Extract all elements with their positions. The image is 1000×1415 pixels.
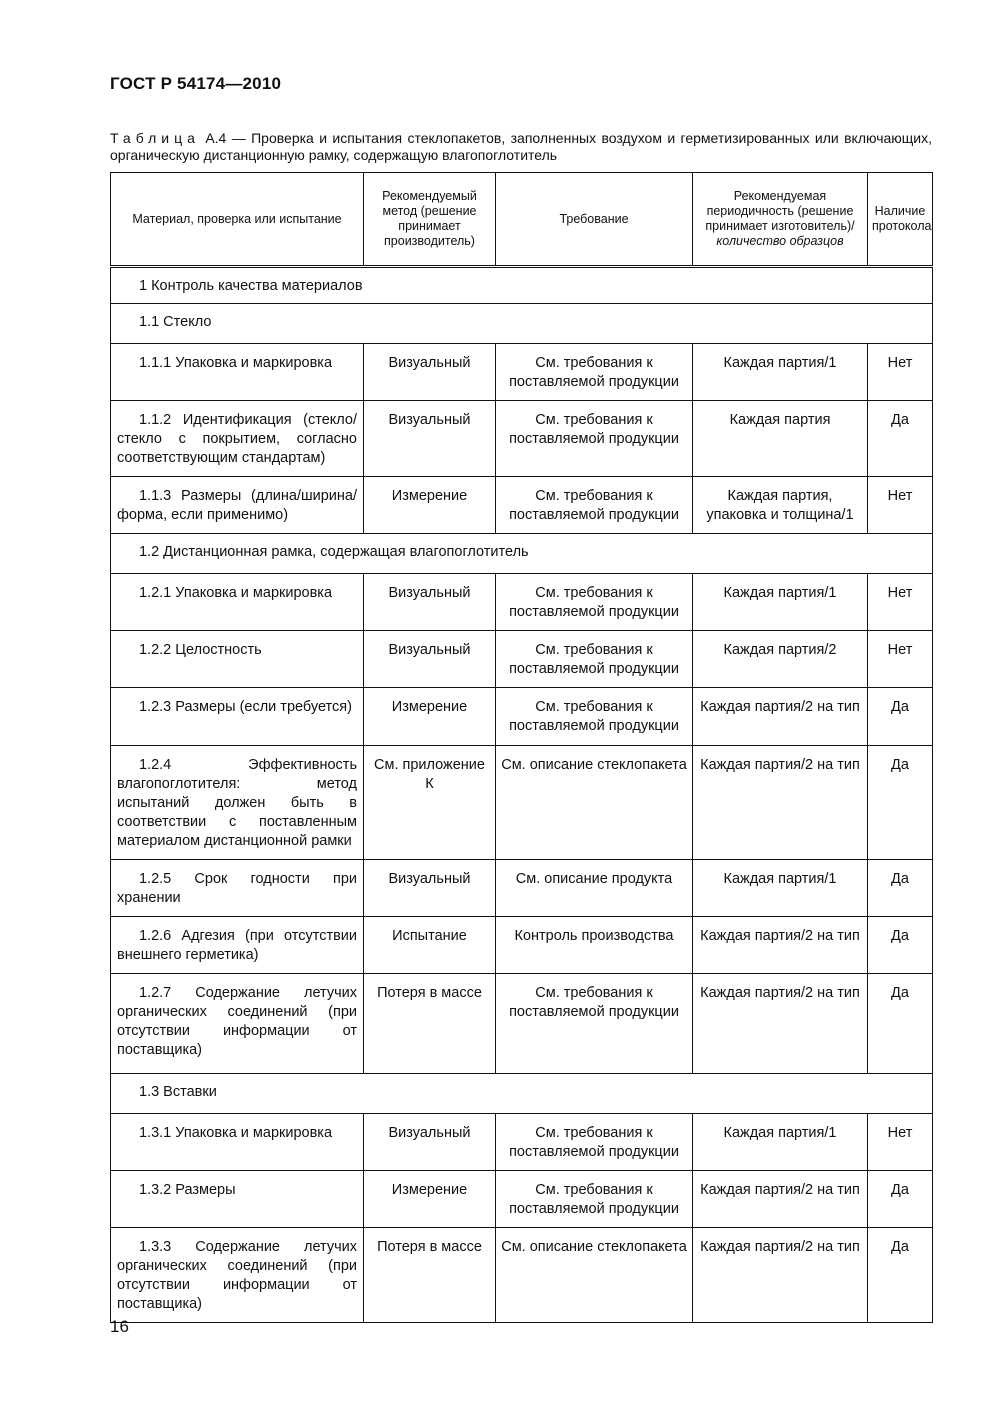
section-title: 1.3 Вставки <box>111 1074 933 1114</box>
cell-protocol: Да <box>868 1171 933 1228</box>
cell-method: Потеря в массе <box>364 974 496 1074</box>
cell-protocol: Да <box>868 974 933 1074</box>
cell-method: Визуальный <box>364 574 496 631</box>
cell-periodicity: Каждая партия/1 <box>693 344 868 401</box>
cell-periodicity: Каждая партия/1 <box>693 1114 868 1171</box>
cell-material: 1.1.3 Размеры (длина/ширина/форма, если применимо) <box>111 477 364 534</box>
section-row <box>111 267 933 304</box>
section-title: 1 Контроль качества материалов <box>111 267 933 304</box>
cell-requirement: См. требования к поставляемой продукции <box>496 688 693 746</box>
table-header-row <box>111 173 933 267</box>
cell-protocol: Да <box>868 860 933 917</box>
cell-material: 1.2.2 Целостность <box>111 631 364 688</box>
header-periodicity <box>693 173 868 267</box>
cell-material: 1.2.4 Эффективность влагопоглотителя: метод испытаний должен быть в соответствии с поставленным материалом дистанционной рамки <box>111 746 364 860</box>
cell-method: Потеря в массе <box>364 1228 496 1323</box>
cell-periodicity: Каждая партия, упаковка и толщина/1 <box>693 477 868 534</box>
table-row <box>111 917 933 974</box>
table-row <box>111 974 933 1074</box>
cell-periodicity: Каждая партия/2 <box>693 631 868 688</box>
cell-material: 1.3.2 Размеры <box>111 1171 364 1228</box>
caption-text: — Проверка и испытания стеклопакетов, заполненных воздухом и герметизированных или включающих, органическую дистанционную рамку, содержащую влагопоглотитель <box>110 130 933 163</box>
cell-method: Измерение <box>364 688 496 746</box>
table-row <box>111 344 933 401</box>
cell-material: 1.2.1 Упаковка и маркировка <box>111 574 364 631</box>
cell-protocol: Нет <box>868 631 933 688</box>
cell-method: Визуальный <box>364 860 496 917</box>
table-row <box>111 477 933 534</box>
table-row <box>111 746 933 860</box>
cell-requirement: См. требования к поставляемой продукции <box>496 574 693 631</box>
cell-requirement: См. требования к поставляемой продукции <box>496 974 693 1074</box>
cell-material: 1.2.7 Содержание летучих органических соединений (при отсутствии информации от поставщика) <box>111 974 364 1074</box>
cell-method: Измерение <box>364 477 496 534</box>
cell-periodicity: Каждая партия/1 <box>693 574 868 631</box>
caption-number: А.4 <box>205 130 227 146</box>
cell-periodicity: Каждая партия/2 на тип <box>693 688 868 746</box>
table-row <box>111 688 933 746</box>
document-code: ГОСТ Р 54174—2010 <box>110 74 282 93</box>
cell-material: 1.2.3 Размеры (если требуется) <box>111 688 364 746</box>
cell-requirement: См. требования к поставляемой продукции <box>496 477 693 534</box>
cell-requirement: См. требования к поставляемой продукции <box>496 344 693 401</box>
table-row <box>111 631 933 688</box>
cell-method: См. приложение К <box>364 746 496 860</box>
cell-periodicity: Каждая партия/2 на тип <box>693 1171 868 1228</box>
cell-requirement: См. описание стеклопакета <box>496 1228 693 1323</box>
table-row <box>111 574 933 631</box>
cell-requirement: См. описание продукта <box>496 860 693 917</box>
cell-protocol: Нет <box>868 344 933 401</box>
table-caption <box>110 130 932 164</box>
cell-material: 1.1.2 Идентификация (стекло/стекло с покрытием, согласно соответствующим стандартам) <box>111 401 364 477</box>
cell-protocol: Да <box>868 746 933 860</box>
cell-requirement: См. требования к поставляемой продукции <box>496 401 693 477</box>
cell-protocol: Да <box>868 917 933 974</box>
section-row <box>111 534 933 574</box>
header-requirement: Требование <box>496 173 693 267</box>
cell-protocol: Да <box>868 688 933 746</box>
cell-method: Испытание <box>364 917 496 974</box>
header-protocol: Наличие протокола <box>868 173 933 267</box>
cell-method: Измерение <box>364 1171 496 1228</box>
cell-protocol: Нет <box>868 1114 933 1171</box>
cell-protocol: Да <box>868 1228 933 1323</box>
cell-protocol: Нет <box>868 574 933 631</box>
table-row <box>111 1171 933 1228</box>
cell-material: 1.2.6 Адгезия (при отсутствии внешнего герметика) <box>111 917 364 974</box>
cell-method: Визуальный <box>364 344 496 401</box>
cell-periodicity: Каждая партия/2 на тип <box>693 917 868 974</box>
header-method: Рекомендуемый метод (решение принимает производитель) <box>364 173 496 267</box>
cell-periodicity: Каждая партия <box>693 401 868 477</box>
table-row <box>111 860 933 917</box>
cell-material: 1.3.1 Упаковка и маркировка <box>111 1114 364 1171</box>
cell-material: 1.2.5 Срок годности при хранении <box>111 860 364 917</box>
cell-method: Визуальный <box>364 1114 496 1171</box>
cell-requirement: См. требования к поставляемой продукции <box>496 1114 693 1171</box>
header-periodicity-italic: количество образцов <box>716 234 844 248</box>
cell-method: Визуальный <box>364 401 496 477</box>
cell-requirement: Контроль производства <box>496 917 693 974</box>
section-title: 1.1 Стекло <box>111 304 933 344</box>
section-row <box>111 304 933 344</box>
cell-requirement: См. требования к поставляемой продукции <box>496 1171 693 1228</box>
cell-periodicity: Каждая партия/2 на тип <box>693 746 868 860</box>
cell-protocol: Нет <box>868 477 933 534</box>
cell-requirement: См. требования к поставляемой продукции <box>496 631 693 688</box>
header-periodicity-text: Рекомендуемая периодичность (решение принимает изготовитель)/ <box>705 189 855 233</box>
cell-requirement: См. описание стеклопакета <box>496 746 693 860</box>
cell-material: 1.3.3 Содержание летучих органических соединений (при отсутствии информации от поставщика) <box>111 1228 364 1323</box>
inspection-table <box>110 172 933 1323</box>
header-material: Материал, проверка или испытание <box>111 173 364 267</box>
cell-protocol: Да <box>868 401 933 477</box>
table-row <box>111 401 933 477</box>
caption-label: Таблица <box>110 130 200 146</box>
cell-method: Визуальный <box>364 631 496 688</box>
cell-material: 1.1.1 Упаковка и маркировка <box>111 344 364 401</box>
section-row <box>111 1074 933 1114</box>
section-title: 1.2 Дистанционная рамка, содержащая влагопоглотитель <box>111 534 933 574</box>
cell-periodicity: Каждая партия/2 на тип <box>693 974 868 1074</box>
cell-periodicity: Каждая партия/2 на тип <box>693 1228 868 1323</box>
table-row <box>111 1114 933 1171</box>
cell-periodicity: Каждая партия/1 <box>693 860 868 917</box>
page-number: 16 <box>110 1317 129 1336</box>
table-row <box>111 1228 933 1323</box>
